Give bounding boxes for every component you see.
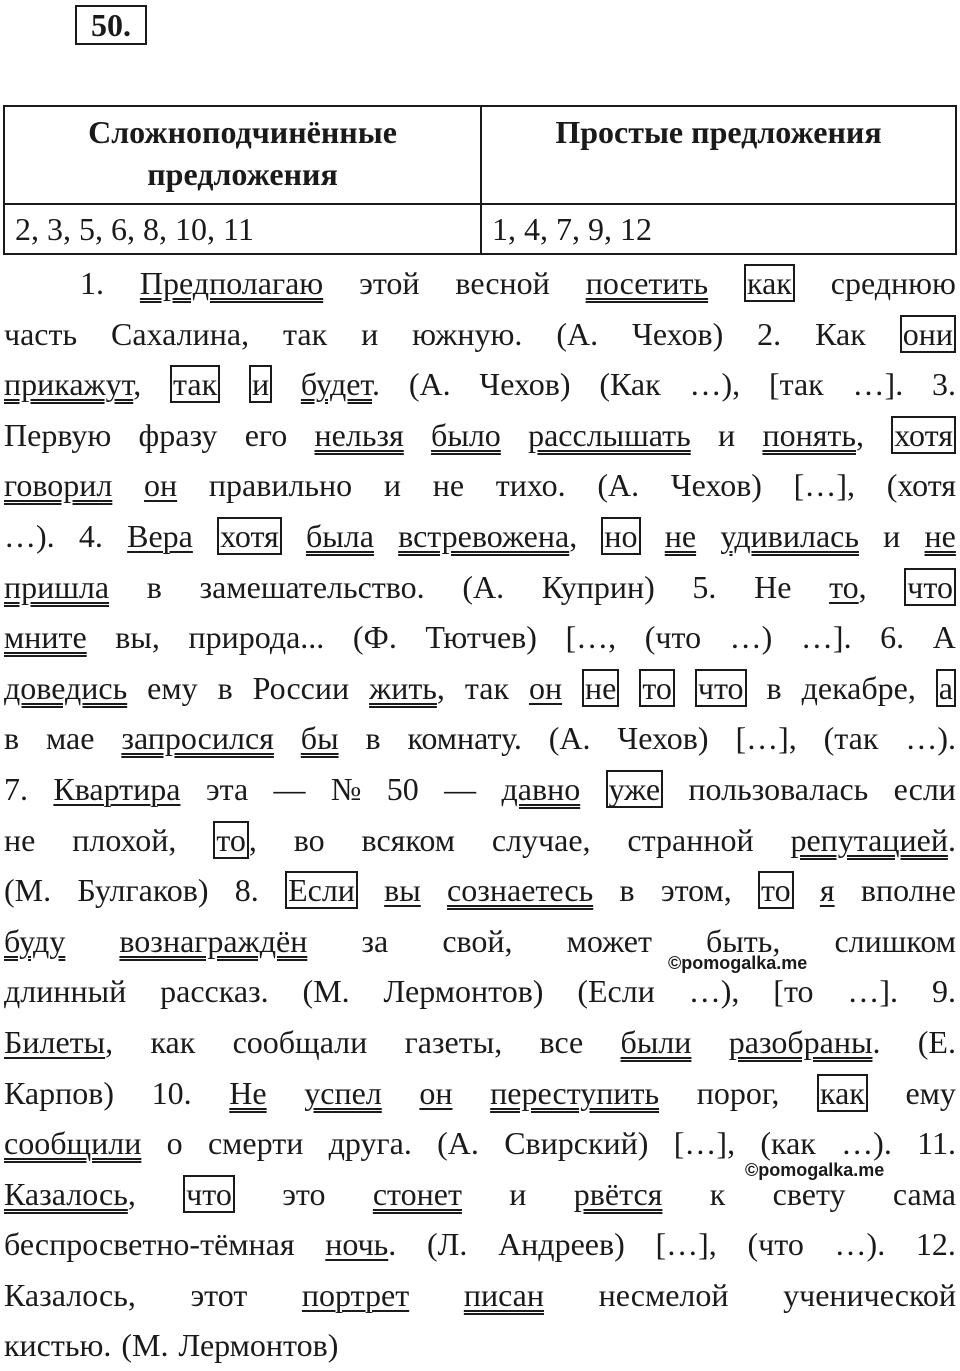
word: встревожена, [398, 517, 578, 554]
word: (А. [548, 720, 591, 757]
word: Чехов) [632, 315, 724, 352]
word: и [718, 416, 736, 453]
text-line [4, 612, 956, 663]
word: 10. [151, 1074, 192, 1111]
word: я [819, 872, 835, 909]
word: Тютчев) [425, 619, 537, 656]
word: — [444, 770, 477, 807]
text-line [4, 865, 956, 916]
word: доведись [4, 669, 128, 706]
text-line [4, 511, 956, 562]
word: длинный [4, 973, 127, 1010]
word: нельзя [314, 416, 404, 453]
word: ему [147, 669, 198, 706]
word: он [144, 467, 178, 504]
word: природа... [188, 619, 325, 656]
word: Билеты, [4, 1023, 114, 1060]
text-line [4, 916, 956, 967]
word: удивилась [720, 517, 859, 554]
word: он [419, 1074, 453, 1111]
word: [то [773, 973, 814, 1010]
word: сообщали [232, 1023, 368, 1060]
word: писан [463, 1276, 544, 1313]
word: Не [229, 1074, 267, 1111]
classification-table [3, 105, 957, 255]
word: в [146, 568, 162, 605]
word: Чехов) [479, 366, 571, 403]
word: уже [606, 764, 663, 815]
word: (Е. [917, 1023, 956, 1060]
word: (М. [302, 973, 350, 1010]
word: Вера [127, 517, 193, 554]
word: в [766, 669, 782, 706]
word: 7. [4, 770, 28, 807]
word: Лермонтов) [178, 1327, 339, 1364]
word: в [365, 720, 381, 757]
word: Свирский) [504, 1125, 649, 1162]
word: Булгаков) [77, 872, 209, 909]
word: (М. [121, 1327, 169, 1364]
word: пришла [4, 568, 110, 605]
word: …]. [800, 619, 852, 656]
word: расслышать [528, 416, 691, 453]
word: но [601, 511, 640, 562]
word: что [183, 1169, 235, 1220]
exercise-number: 50. [75, 5, 147, 45]
text-line [4, 1320, 956, 1371]
word: беспросветно-тёмная [4, 1226, 295, 1263]
word: если [893, 770, 956, 807]
word: странной [627, 821, 754, 858]
word: так [283, 315, 328, 352]
word: […], [673, 1125, 736, 1162]
word: фразу [138, 416, 218, 453]
text-line [4, 764, 956, 815]
word: (что [644, 619, 702, 656]
word: декабре, [801, 669, 916, 706]
word: часть [4, 315, 78, 352]
word: кистью. [4, 1327, 112, 1364]
word: Куприн) [541, 568, 655, 605]
word: сознаетесь [447, 872, 594, 909]
word: вы [384, 872, 421, 909]
word: и [883, 517, 901, 554]
word: замешательство. [199, 568, 425, 605]
word: 3. [932, 366, 956, 403]
word: этом, [660, 872, 732, 909]
word: слишком [834, 922, 956, 959]
word: хотя [891, 410, 956, 461]
word: …]. [847, 973, 899, 1010]
word: южную. [412, 315, 523, 352]
word: […], [655, 1226, 717, 1263]
text-line [4, 1017, 956, 1068]
exercise-text [4, 258, 956, 1371]
word: правильно [208, 467, 353, 504]
word: говорил [4, 467, 113, 504]
word: и [383, 467, 401, 504]
word: и [361, 315, 379, 352]
word: (хотя [886, 467, 956, 504]
word: (Ф. [352, 619, 397, 656]
word: (А. [597, 467, 640, 504]
word: о [166, 1125, 183, 1162]
word: жить, [369, 669, 445, 706]
word: 12. [915, 1226, 956, 1263]
word: в [619, 872, 635, 909]
word: портрет [301, 1276, 410, 1313]
word: вознаграждён [119, 922, 308, 959]
text-line [4, 562, 956, 613]
word: Квартира [53, 770, 181, 807]
word: было [431, 416, 501, 453]
word: …), [688, 973, 740, 1010]
word: мае [46, 720, 95, 757]
table-header-row [4, 106, 956, 204]
word: газеты, [404, 1023, 503, 1060]
word: не [4, 821, 36, 858]
word: Карпов) [4, 1074, 115, 1111]
word: то [639, 663, 675, 714]
word: что [695, 663, 747, 714]
word: 11. [917, 1125, 956, 1162]
word: и [249, 359, 272, 410]
word: Не [754, 568, 792, 605]
text-line [4, 713, 956, 764]
word: этой [359, 265, 420, 301]
word: была [305, 517, 374, 554]
word: репутацией. [790, 821, 956, 858]
word: …). [841, 1125, 892, 1162]
word: (А. [437, 1125, 479, 1162]
text-line [4, 1270, 956, 1321]
header-complex-sentences: Сложноподчинённые предложения [4, 106, 481, 204]
word: стонет [372, 1175, 462, 1212]
watermark: ©pomogalka.me [745, 1160, 885, 1180]
word: рассказ. [160, 973, 269, 1010]
word: он [528, 669, 563, 706]
word: […], [793, 467, 855, 504]
word: не [924, 517, 956, 554]
word: все [539, 1023, 584, 1060]
word: Как [815, 315, 866, 352]
word: что [904, 562, 956, 613]
word: как [817, 1068, 868, 1119]
word: его [244, 416, 288, 453]
word: давно [501, 770, 581, 807]
word: 6. [880, 619, 905, 656]
word: [так [768, 366, 824, 403]
text-line [4, 258, 956, 309]
text-line [4, 410, 956, 461]
word: за [361, 922, 389, 959]
word: (так [823, 720, 879, 757]
text-line [4, 460, 956, 511]
word: комнату. [407, 720, 522, 757]
table-row [4, 204, 956, 254]
word: 50 [386, 770, 419, 807]
word: то, [829, 568, 867, 605]
word: прикажут, [4, 366, 142, 403]
word: 9. [931, 973, 956, 1010]
word: запросился [121, 720, 274, 757]
word: посетить [585, 265, 709, 301]
cell-complex-numbers: 2, 3, 5, 6, 8, 10, 11 [4, 204, 481, 254]
watermark: ©pomogalka.me [668, 953, 808, 973]
word: буду [4, 922, 66, 959]
word: (А. [556, 315, 599, 352]
word: друга. [328, 1125, 412, 1162]
word: № [330, 770, 362, 807]
word: а [936, 663, 956, 714]
word: мните [4, 619, 87, 656]
word: хотя [217, 511, 282, 562]
word: в [4, 720, 20, 757]
text-line [4, 966, 956, 1017]
word: …) [729, 619, 773, 656]
word: всяком [361, 821, 455, 858]
word: свой, [442, 922, 513, 959]
word: эта [205, 770, 249, 807]
word: (А. [462, 568, 505, 605]
word: сообщили [4, 1125, 142, 1162]
word: будет. [300, 366, 380, 403]
word: России [252, 669, 350, 706]
word: ему [905, 1074, 956, 1111]
word: в [217, 669, 233, 706]
word: успел [304, 1074, 382, 1111]
word: смерти [207, 1125, 304, 1162]
word: (А. [408, 366, 451, 403]
word: Первую [4, 416, 112, 453]
word: быть, [706, 922, 781, 959]
word: (Как [599, 366, 661, 403]
word: так [464, 669, 509, 706]
word: — [273, 770, 306, 807]
word: к [709, 1175, 726, 1212]
word: рвётся [573, 1175, 663, 1212]
word: 8. [234, 872, 259, 909]
word: бы [300, 720, 339, 757]
cell-simple-numbers: 1, 4, 7, 9, 12 [481, 204, 956, 254]
word: как [744, 258, 795, 309]
word: 4. [78, 517, 103, 554]
word: […, [565, 619, 617, 656]
text-line [4, 1219, 956, 1270]
word: Чехов) [617, 720, 709, 757]
word: (Если [577, 973, 655, 1010]
word: это [282, 1175, 326, 1212]
word: сама [892, 1175, 956, 1212]
word: во [293, 821, 325, 858]
word: (как [760, 1125, 816, 1162]
word: (Л. [426, 1226, 468, 1263]
word: …]. [852, 366, 904, 403]
word: весной [455, 265, 550, 301]
text-line [4, 1068, 956, 1119]
word: может [566, 922, 652, 959]
word: не [582, 663, 619, 714]
word: ночь. [325, 1226, 397, 1263]
word: так [170, 359, 220, 410]
word: плохой, [72, 821, 177, 858]
word: Сахалина, [111, 315, 250, 352]
word: Казалось, [4, 1175, 136, 1212]
text-line [4, 815, 956, 866]
word: […], [735, 720, 797, 757]
word: …), [689, 366, 741, 403]
word: случае, [491, 821, 591, 858]
header-simple-sentences: Простые предложения [481, 106, 956, 204]
word: разобраны. [728, 1023, 881, 1060]
word: А [932, 619, 956, 656]
word: …). [905, 720, 956, 757]
word: тихо. [495, 467, 566, 504]
word: не [664, 517, 697, 554]
word: понять, [762, 416, 864, 453]
word: Лермонтов) [383, 973, 544, 1010]
text-line [4, 359, 956, 410]
word: и [509, 1175, 527, 1212]
word: Чехов) [670, 467, 762, 504]
word: то [758, 865, 794, 916]
word: Казалось, [4, 1276, 136, 1313]
word: то, [213, 815, 257, 866]
text-line [4, 309, 956, 360]
word: были [620, 1023, 692, 1060]
word: порог, [696, 1074, 780, 1111]
word: пользовалась [688, 770, 869, 807]
word: (М. [4, 872, 52, 909]
word: …). [4, 517, 55, 554]
word: Если [285, 865, 358, 916]
text-line [4, 663, 956, 714]
word: несмелой [598, 1276, 729, 1313]
word: вы, [115, 619, 160, 656]
word: как [150, 1023, 196, 1060]
word: Предполагаю [139, 265, 324, 301]
word: ученической [783, 1276, 956, 1313]
word: 2. [757, 315, 782, 352]
word: 5. [692, 568, 717, 605]
word: …). [834, 1226, 886, 1263]
word: (что [747, 1226, 804, 1263]
word: свету [772, 1175, 846, 1212]
word: 1. [80, 265, 104, 301]
word: вполне [860, 872, 956, 909]
word: Андреев) [498, 1226, 625, 1263]
word: не [432, 467, 465, 504]
word: переступить [490, 1074, 660, 1111]
word: среднюю [830, 265, 956, 301]
word: они [900, 309, 956, 360]
word: этот [190, 1276, 248, 1313]
